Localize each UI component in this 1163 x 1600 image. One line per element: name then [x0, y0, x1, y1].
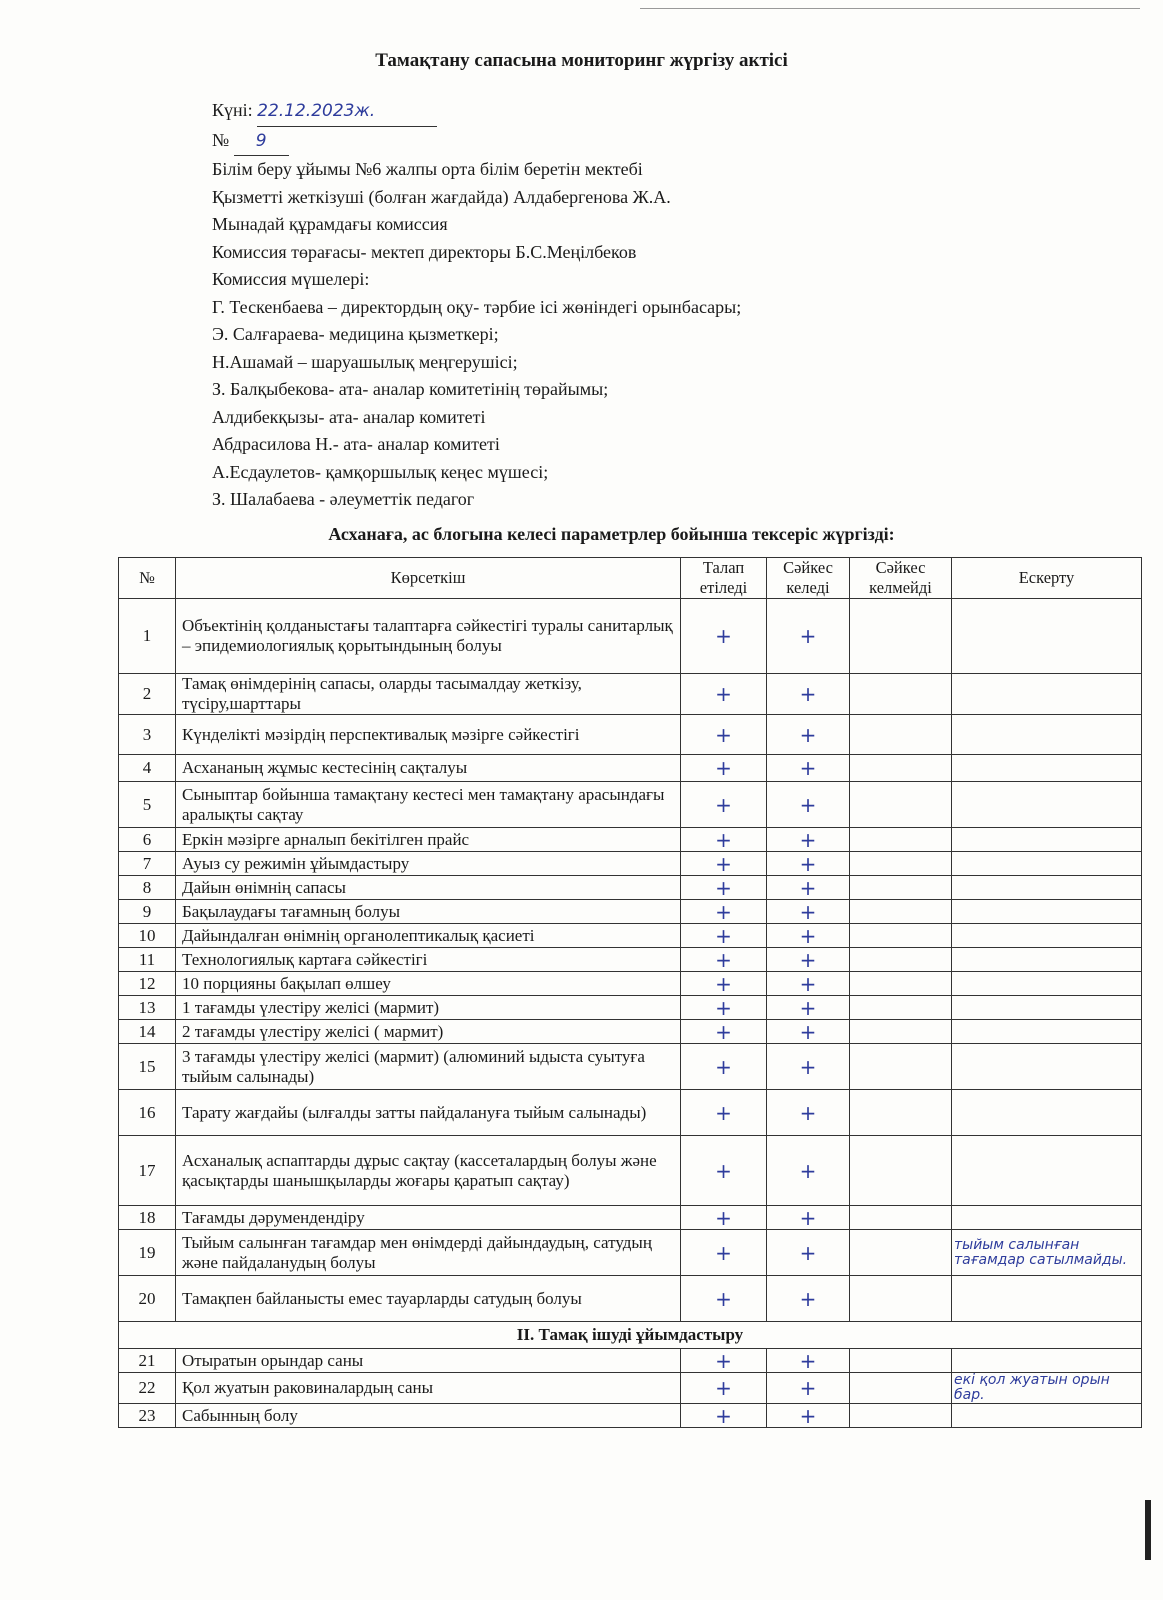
row-noncompliant-mark	[850, 1020, 952, 1044]
row-note	[952, 1230, 1142, 1276]
row-indicator: Тағамды дәрумендендіру	[176, 1206, 681, 1230]
row-number: 5	[119, 782, 176, 828]
row-noncompliant-mark	[850, 1373, 952, 1404]
table-row	[119, 828, 1142, 852]
row-noncompliant-mark	[850, 852, 952, 876]
row-required-mark: +	[681, 924, 767, 948]
table-row	[119, 876, 1142, 900]
row-number: 9	[119, 900, 176, 924]
row-number: 14	[119, 1020, 176, 1044]
row-indicator: 2 тағамды үлестіру желісі ( мармит)	[176, 1020, 681, 1044]
row-number: 1	[119, 599, 176, 674]
handwritten-note: тыйым салынған тағамдар сатылмайды.	[954, 1236, 1128, 1268]
row-compliant-mark: +	[767, 900, 850, 924]
number-line	[212, 127, 741, 157]
header-line: Абдрасилова Н.- ата- аналар комитеті	[212, 434, 500, 454]
row-compliant-mark: +	[767, 674, 850, 715]
row-required-mark: +	[681, 1373, 767, 1404]
row-required-mark: +	[681, 996, 767, 1020]
row-indicator: Бақылаудағы тағамның болуы	[176, 900, 681, 924]
row-compliant-mark: +	[767, 1349, 850, 1373]
table-row	[119, 924, 1142, 948]
row-number: 4	[119, 755, 176, 782]
row-indicator: Еркін мәзірге арналып бекітілген прайс	[176, 828, 681, 852]
col-header-required: Талап етіледі	[681, 558, 767, 599]
table-row	[119, 755, 1142, 782]
row-indicator: Ауыз су режимін ұйымдастыру	[176, 852, 681, 876]
document-title: Тамақтану сапасына мониторинг жүргізу актісі	[375, 50, 788, 71]
row-compliant-mark: +	[767, 1136, 850, 1206]
row-note	[952, 1044, 1142, 1090]
row-indicator: Тамақ өнімдерінің сапасы, оларды тасымалдау жеткізу, түсіру,шарттары	[176, 674, 681, 715]
col-header-compliant: Сәйкес келеді	[767, 558, 850, 599]
row-number: 15	[119, 1044, 176, 1090]
row-compliant-mark: +	[767, 1206, 850, 1230]
header-line: Алдибекқызы- ата- аналар комитеті	[212, 406, 486, 427]
row-required-mark: +	[681, 1404, 767, 1428]
row-indicator: Сабынның болу	[176, 1404, 681, 1428]
row-noncompliant-mark	[850, 1404, 952, 1428]
table-row	[119, 1136, 1142, 1206]
header-line: Комиссия мүшелері:	[212, 269, 370, 289]
row-note	[952, 876, 1142, 900]
header-line: З. Балқыбекова- ата- аналар комитетінің төрайымы;	[212, 379, 609, 399]
row-noncompliant-mark	[850, 900, 952, 924]
table-row	[119, 674, 1142, 715]
row-compliant-mark: +	[767, 1020, 850, 1044]
table-row	[119, 1230, 1142, 1276]
header-line: Комиссия төрағасы- мектеп директоры Б.С.Меңілбеков	[212, 241, 637, 262]
row-number: 6	[119, 828, 176, 852]
row-note	[952, 1349, 1142, 1373]
row-note	[952, 1136, 1142, 1206]
row-note	[952, 599, 1142, 674]
row-compliant-mark: +	[767, 852, 850, 876]
row-number: 2	[119, 674, 176, 715]
row-indicator: 10 порцияны бақылап өлшеу	[176, 972, 681, 996]
scan-edge-mark	[1145, 1500, 1151, 1560]
row-compliant-mark: +	[767, 948, 850, 972]
row-required-mark: +	[681, 715, 767, 755]
row-noncompliant-mark	[850, 972, 952, 996]
row-number: 12	[119, 972, 176, 996]
table-row	[119, 1276, 1142, 1322]
table-row	[119, 1020, 1142, 1044]
row-noncompliant-mark	[850, 674, 952, 715]
row-indicator: Тарату жағдайы (ылғалды затты пайдалануға тыйым салынады)	[176, 1090, 681, 1136]
row-indicator: Сыныптар бойынша тамақтану кестесі мен тамақтану арасындағы аралықты сақтау	[176, 782, 681, 828]
row-noncompliant-mark	[850, 1276, 952, 1322]
table-row	[119, 1404, 1142, 1428]
col-header-noncompliant: Сәйкес келмейді	[850, 558, 952, 599]
row-indicator: Асхананың жұмыс кестесінің сақталуы	[176, 755, 681, 782]
row-note	[952, 755, 1142, 782]
row-compliant-mark: +	[767, 924, 850, 948]
inspection-table	[118, 557, 1142, 1428]
row-required-mark: +	[681, 876, 767, 900]
row-compliant-mark: +	[767, 599, 850, 674]
date-value: 22.12.2023ж.	[257, 98, 437, 127]
section-title: II. Тамақ ішуді ұйымдастыру	[119, 1322, 1142, 1349]
row-noncompliant-mark	[850, 948, 952, 972]
header-line: А.Есдаулетов- қамқоршылық кеңес мүшесі;	[212, 461, 549, 482]
table-row	[119, 852, 1142, 876]
section-header-row	[119, 1322, 1142, 1349]
row-required-mark: +	[681, 1349, 767, 1373]
row-number: 8	[119, 876, 176, 900]
row-note	[952, 1206, 1142, 1230]
number-value: 9	[234, 128, 289, 157]
header-line: Н.Ашамай – шаруашылық меңгерушісі;	[212, 351, 518, 372]
row-noncompliant-mark	[850, 924, 952, 948]
row-indicator: Технологиялық картаға сәйкестігі	[176, 948, 681, 972]
table-row	[119, 782, 1142, 828]
row-required-mark: +	[681, 900, 767, 924]
row-noncompliant-mark	[850, 1090, 952, 1136]
row-note	[952, 782, 1142, 828]
row-note	[952, 1020, 1142, 1044]
row-indicator: 3 тағамды үлестіру желісі (мармит) (алюминий ыдыста суытуға тыйым салынады)	[176, 1044, 681, 1090]
row-compliant-mark: +	[767, 996, 850, 1020]
table-row	[119, 948, 1142, 972]
row-compliant-mark: +	[767, 1230, 850, 1276]
date-line	[212, 97, 741, 127]
row-compliant-mark: +	[767, 828, 850, 852]
row-noncompliant-mark	[850, 1044, 952, 1090]
row-note	[952, 900, 1142, 924]
row-compliant-mark: +	[767, 876, 850, 900]
row-indicator: Дайын өнімнің сапасы	[176, 876, 681, 900]
row-noncompliant-mark	[850, 1349, 952, 1373]
table-row	[119, 996, 1142, 1020]
date-label: Күні:	[212, 100, 253, 120]
row-compliant-mark: +	[767, 1044, 850, 1090]
row-note	[952, 674, 1142, 715]
table-row	[119, 715, 1142, 755]
row-number: 17	[119, 1136, 176, 1206]
row-noncompliant-mark	[850, 1230, 952, 1276]
row-required-mark: +	[681, 1136, 767, 1206]
number-label: №	[212, 129, 230, 150]
row-note	[952, 1090, 1142, 1136]
row-indicator: Күнделікті мәзірдің перспективалық мәзірге сәйкестігі	[176, 715, 681, 755]
table-row	[119, 1373, 1142, 1404]
row-noncompliant-mark	[850, 996, 952, 1020]
row-indicator: Асханалық аспаптарды дұрыс сақтау (кассеталардың болуы және қасықтарды шанышқыларды жоғары қаратып сақтау)	[176, 1136, 681, 1206]
row-noncompliant-mark	[850, 755, 952, 782]
row-required-mark: +	[681, 755, 767, 782]
row-noncompliant-mark	[850, 1136, 952, 1206]
table-row	[119, 1090, 1142, 1136]
table-row	[119, 1349, 1142, 1373]
row-required-mark: +	[681, 1090, 767, 1136]
table-row	[119, 972, 1142, 996]
row-required-mark: +	[681, 828, 767, 852]
row-note	[952, 1276, 1142, 1322]
row-noncompliant-mark	[850, 1206, 952, 1230]
row-indicator: 1 тағамды үлестіру желісі (мармит)	[176, 996, 681, 1020]
row-number: 7	[119, 852, 176, 876]
row-number: 21	[119, 1349, 176, 1373]
row-compliant-mark: +	[767, 1404, 850, 1428]
row-noncompliant-mark	[850, 782, 952, 828]
header-line: Э. Салғараева- медицина қызметкері;	[212, 324, 499, 344]
row-required-mark: +	[681, 1206, 767, 1230]
table-header-row	[119, 558, 1142, 599]
row-required-mark: +	[681, 852, 767, 876]
header-line: Қызметті жеткізуші (болған жағдайда) Алдабергенова Ж.А.	[212, 186, 671, 207]
row-compliant-mark: +	[767, 715, 850, 755]
row-number: 10	[119, 924, 176, 948]
row-note	[952, 996, 1142, 1020]
table-row	[119, 599, 1142, 674]
row-note	[952, 1373, 1142, 1404]
row-note	[952, 948, 1142, 972]
row-note	[952, 972, 1142, 996]
row-required-mark: +	[681, 948, 767, 972]
row-number: 3	[119, 715, 176, 755]
header-line: Білім беру ұйымы №6 жалпы орта білім беретін мектебі	[212, 159, 643, 179]
row-number: 11	[119, 948, 176, 972]
row-number: 19	[119, 1230, 176, 1276]
row-required-mark: +	[681, 1044, 767, 1090]
col-header-indicator: Көрсеткіш	[176, 558, 681, 599]
row-number: 13	[119, 996, 176, 1020]
row-compliant-mark: +	[767, 1276, 850, 1322]
row-note	[952, 828, 1142, 852]
row-indicator: Отыратын орындар саны	[176, 1349, 681, 1373]
row-indicator: Тыйым салынған тағамдар мен өнімдерді дайындаудың, сатудың және пайдаланудың болуы	[176, 1230, 681, 1276]
row-number: 16	[119, 1090, 176, 1136]
row-required-mark: +	[681, 972, 767, 996]
row-indicator: Қол жуатын раковиналардың саны	[176, 1373, 681, 1404]
row-required-mark: +	[681, 1230, 767, 1276]
row-required-mark: +	[681, 782, 767, 828]
header-line: Г. Тескенбаева – директордың оқу- тәрбие ісі жөніндегі орынбасары;	[212, 296, 742, 317]
row-noncompliant-mark	[850, 599, 952, 674]
row-number: 22	[119, 1373, 176, 1404]
col-header-number: №	[119, 558, 176, 599]
row-compliant-mark: +	[767, 1373, 850, 1404]
row-indicator: Тамақпен байланысты емес тауарларды сатудың болуы	[176, 1276, 681, 1322]
row-noncompliant-mark	[850, 876, 952, 900]
row-compliant-mark: +	[767, 972, 850, 996]
table-row	[119, 1044, 1142, 1090]
row-compliant-mark: +	[767, 1090, 850, 1136]
row-required-mark: +	[681, 1276, 767, 1322]
handwritten-note: екі қол жуатын орын бар.	[954, 1372, 1110, 1403]
row-noncompliant-mark	[850, 828, 952, 852]
row-compliant-mark: +	[767, 755, 850, 782]
row-note	[952, 924, 1142, 948]
row-note	[952, 852, 1142, 876]
section-subtitle: Асханаға, ас блогына келесі параметрлер бойынша тексеріс жүргізді:	[328, 524, 895, 544]
scan-edge-line	[640, 8, 1140, 9]
row-number: 20	[119, 1276, 176, 1322]
row-note	[952, 1404, 1142, 1428]
row-required-mark: +	[681, 1020, 767, 1044]
row-required-mark: +	[681, 674, 767, 715]
header-line: Мынадай құрамдағы комиссия	[212, 214, 448, 234]
row-note	[952, 715, 1142, 755]
row-required-mark: +	[681, 599, 767, 674]
row-indicator: Объектінің қолданыстағы талаптарға сәйкестігі туралы санитарлық – эпидемиологиялық қорытындының болуы	[176, 599, 681, 674]
header-line: З. Шалабаева - әлеуметтік педагог	[212, 489, 475, 509]
row-noncompliant-mark	[850, 715, 952, 755]
row-compliant-mark: +	[767, 782, 850, 828]
header-block	[212, 97, 741, 514]
row-number: 18	[119, 1206, 176, 1230]
row-number: 23	[119, 1404, 176, 1428]
row-indicator: Дайындалған өнімнің органолептикалық қасиеті	[176, 924, 681, 948]
table-row	[119, 1206, 1142, 1230]
table-row	[119, 900, 1142, 924]
col-header-note: Ескерту	[952, 558, 1142, 599]
